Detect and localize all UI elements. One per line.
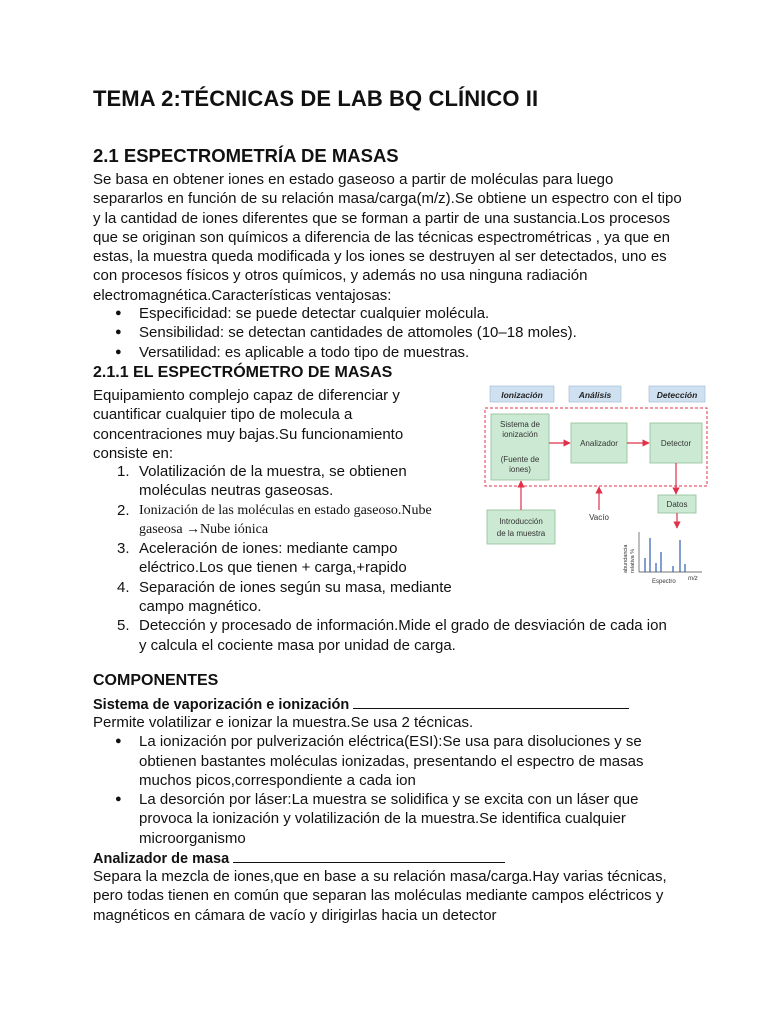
vaporization-list <box>93 732 683 848</box>
page-title: TEMA 2:TÉCNICAS DE LAB BQ CLÍNICO II <box>93 86 539 111</box>
step-text: Aceleración de iones: mediante campo eléctrico.Los que tienen + carga,+rapido <box>139 540 407 577</box>
vaporization-title <box>93 696 683 713</box>
components-heading: COMPONENTES <box>93 672 219 689</box>
list-item <box>93 539 464 578</box>
section-heading: 2.1 ESPECTROMETRÍA DE MASAS <box>93 145 399 166</box>
section-intro: Se basa en obtener iones en estado gaseoso a partir de moléculas para luego separarlos en función de su relación masa/carga(m/z).Se obtiene un espectro con el tipo y la cantidad de iones diferentes que se forman a partir de una sustancia.Los procesos que se originan son químicos a diferencia de las técnicas espectrométricas , ya que en estas, la muestra queda modificada y los iones se destruyen al ser detectados, uno es con procesos físicos y otros químicos, y además no usa ninguna radiación electromagnética.Características ventajosas: <box>93 171 682 304</box>
step-number: 1. <box>117 463 130 480</box>
list-item: ● Sensibilidad: se detectan cantidades de attomoles (10–18 moles). <box>93 323 683 342</box>
subsection-heading: 2.1.1 EL ESPECTRÓMETRO DE MASAS <box>93 364 393 381</box>
analyzer-title-text: Analizador de masa <box>93 851 230 867</box>
header-analisis: Análisis <box>578 390 612 400</box>
vaporization-text: Permite volatilizar e ionizar la muestra.Se usa 2 técnicas. <box>93 714 474 731</box>
step-text: Separación de iones según su masa, mediante campo magnético. <box>139 578 452 616</box>
header-deteccion: Detección <box>656 390 698 400</box>
title-underline <box>353 696 629 709</box>
box-datos: Datos <box>666 500 688 509</box>
list-item <box>93 578 464 617</box>
spectrum-xunit: m/z <box>688 576 698 582</box>
subsection-description: Equipamiento complejo capaz de diferenciar y cuantificar cualquier tipo de molecula a concentraciones muy bajas.Su funcionamiento consiste en: <box>93 387 404 462</box>
list-item: ● La desorción por láser:La muestra se solidifica y se excita con un láser que provoca la ionización y volatilización de la muestra.Se identifica cualquier microorganismo <box>93 790 683 848</box>
list-item <box>93 462 464 501</box>
spectrum-xlabel: Espectro <box>652 579 676 585</box>
step-text: Volatilización de la muestra, se obtienen moléculas neutras gaseosas. <box>139 463 407 500</box>
box-sistema-line2: ionización <box>502 430 538 439</box>
box-intro-line2: de la muestra <box>496 529 546 538</box>
box-sistema-line3: (Fuente de <box>500 455 540 464</box>
step-number: 2. <box>117 501 130 519</box>
list-item: ● La ionización por pulverización eléctrica(ESI):Se usa para disoluciones y se obtienen bastantes moléculas ionizadas, presentando el espectro de masas muchos picos,correspondiente a cada ion <box>93 732 683 790</box>
box-analizador: Analizador <box>580 439 618 448</box>
box-detector: Detector <box>660 439 692 448</box>
box-sistema-line4: iones) <box>509 465 531 474</box>
analyzer-title <box>93 850 683 867</box>
list-item: ● Especificidad: se puede detectar cualquier molécula. <box>93 304 683 323</box>
list-item: ● Versatilidad: es aplicable a todo tipo de muestras. <box>93 343 683 362</box>
title-underline <box>233 850 505 863</box>
step-text: Ionización de las moléculas en estado gaseoso.Nube gaseosa →Nube iónica <box>139 502 432 537</box>
vaporization-block <box>93 696 683 848</box>
step-number: 4. <box>117 578 130 596</box>
vaporization-title-text: Sistema de vaporización e ionización <box>93 697 350 713</box>
step-number: 5. <box>117 617 130 635</box>
spectrum-ylabel-1: abundancia <box>623 544 629 573</box>
header-ionizacion: Ionización <box>501 390 543 400</box>
step-number: 3. <box>117 540 130 558</box>
analyzer-text: Separa la mezcla de iones,que en base a su relación masa/carga.Hay varias técnicas, pero todas tienen en común que separan las moléculas mediante campos eléctricos y magnéticos en cámara de vacío y dirigirlas hacia un detector <box>93 868 667 924</box>
sample-intro-box <box>487 510 555 544</box>
step-text: Detección y procesado de información.Mide el grado de desviación de cada ion y calcula el cociente masa por unidad de carga. <box>139 617 667 654</box>
spectrum-peaks <box>645 538 685 572</box>
diagram-svg <box>480 380 710 588</box>
list-item <box>93 501 464 540</box>
label-vacio: Vacío <box>589 513 609 522</box>
features-list <box>93 304 683 362</box>
analyzer-block <box>93 850 683 925</box>
box-intro-line1: Introducción <box>499 517 543 526</box>
list-item <box>93 616 673 655</box>
box-sistema-line1: Sistema de <box>499 420 541 429</box>
spectrum-ylabel-2: relativa % <box>630 548 636 573</box>
mass-spectrometer-diagram <box>480 380 710 588</box>
